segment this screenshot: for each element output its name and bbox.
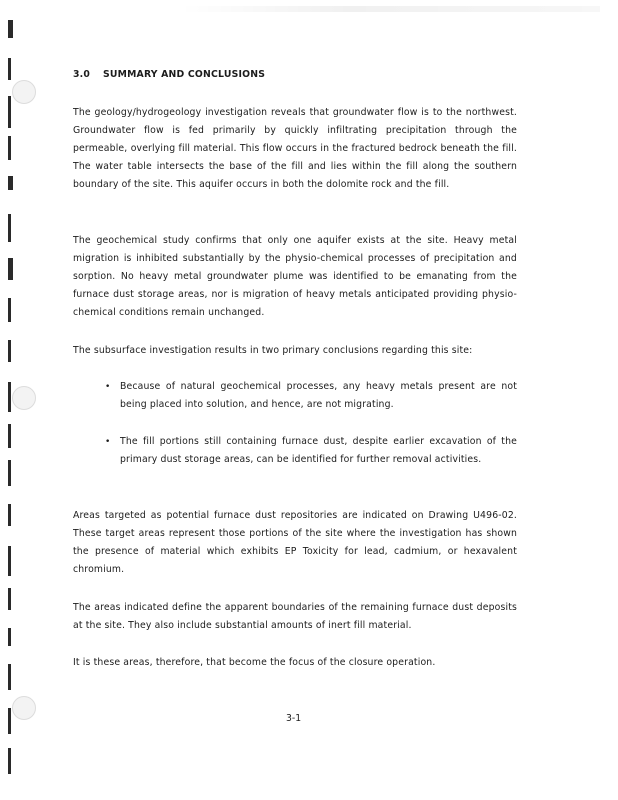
- binding-mark: [8, 546, 11, 576]
- paragraph: The subsurface investigation results in two primary conclusions regarding this site:: [73, 345, 473, 356]
- bullet-list: [73, 378, 517, 414]
- section-number: 3.0: [73, 69, 91, 80]
- paragraph: The geology/hydrogeology investigation reveals that groundwater flow is to the northwest. Groundwater flow is fed primarily by quickly infiltrating precipitation through the permeable, overlying fill material. This flow occurs in the fractured bedrock beneath the fill. The water table intersects the base of the fill and lies within the fill along the southern boundary of the site. This aquifer occurs in both the dolomite rock and the fill.: [73, 107, 517, 190]
- list-item: [73, 433, 517, 469]
- paragraph: The geochemical study confirms that only one aquifer exists at the site. Heavy metal migration is inhibited substantially by the physio-chemical processes of precipitation and sorption. No heavy metal groundwater plume was identified to be emanating from the furnace dust storage areas, nor is migration of heavy metals anticipated providing physio-chemical conditions remain unchanged.: [73, 235, 517, 318]
- list-item: [73, 378, 517, 414]
- binding-mark: [8, 504, 11, 526]
- binding-mark: [8, 58, 11, 80]
- bullet-icon: •: [105, 382, 111, 392]
- binding-mark: [8, 588, 11, 610]
- bullet-list: [73, 433, 517, 469]
- paragraph: It is these areas, therefore, that become the focus of the closure operation.: [73, 657, 436, 668]
- binding-mark: [8, 708, 11, 734]
- binding-mark: [8, 628, 11, 646]
- binding-mark: [8, 20, 13, 38]
- paragraph: The areas indicated define the apparent boundaries of the remaining furnace dust deposits at the site. They also include substantial amounts of inert fill material.: [73, 602, 517, 631]
- section-title: SUMMARY AND CONCLUSIONS: [103, 69, 266, 80]
- binding-mark: [8, 298, 11, 322]
- binding-mark: [8, 748, 11, 774]
- section-heading: [73, 66, 265, 84]
- binding-mark: [8, 382, 11, 412]
- binding-mark: [8, 96, 11, 128]
- scan-artifact: [180, 6, 600, 12]
- binding-mark: [8, 136, 11, 160]
- binding-mark: [8, 214, 11, 242]
- punch-hole: [12, 80, 36, 104]
- list-item-text: The fill portions still containing furnace dust, despite earlier excavation of the primary dust storage areas, can be identified for further removal activities.: [120, 436, 517, 465]
- binding-mark: [8, 340, 11, 362]
- binding-mark: [8, 460, 11, 486]
- binding-mark: [8, 176, 13, 190]
- paragraph: Areas targeted as potential furnace dust repositories are indicated on Drawing U496-02. These target areas represent those portions of the site where the investigation has shown the presence of material which exhibits EP Toxicity for lead, cadmium, or hexavalent chromium.: [73, 510, 517, 575]
- list-item-text: Because of natural geochemical processes, any heavy metals present are not being placed into solution, and hence, are not migrating.: [120, 381, 517, 410]
- bullet-icon: •: [105, 437, 111, 447]
- punch-hole: [12, 386, 36, 410]
- page-number: 3-1: [286, 713, 302, 724]
- binding-mark: [8, 664, 11, 690]
- binding-mark: [8, 258, 13, 280]
- punch-hole: [12, 696, 36, 720]
- binding-mark: [8, 424, 11, 448]
